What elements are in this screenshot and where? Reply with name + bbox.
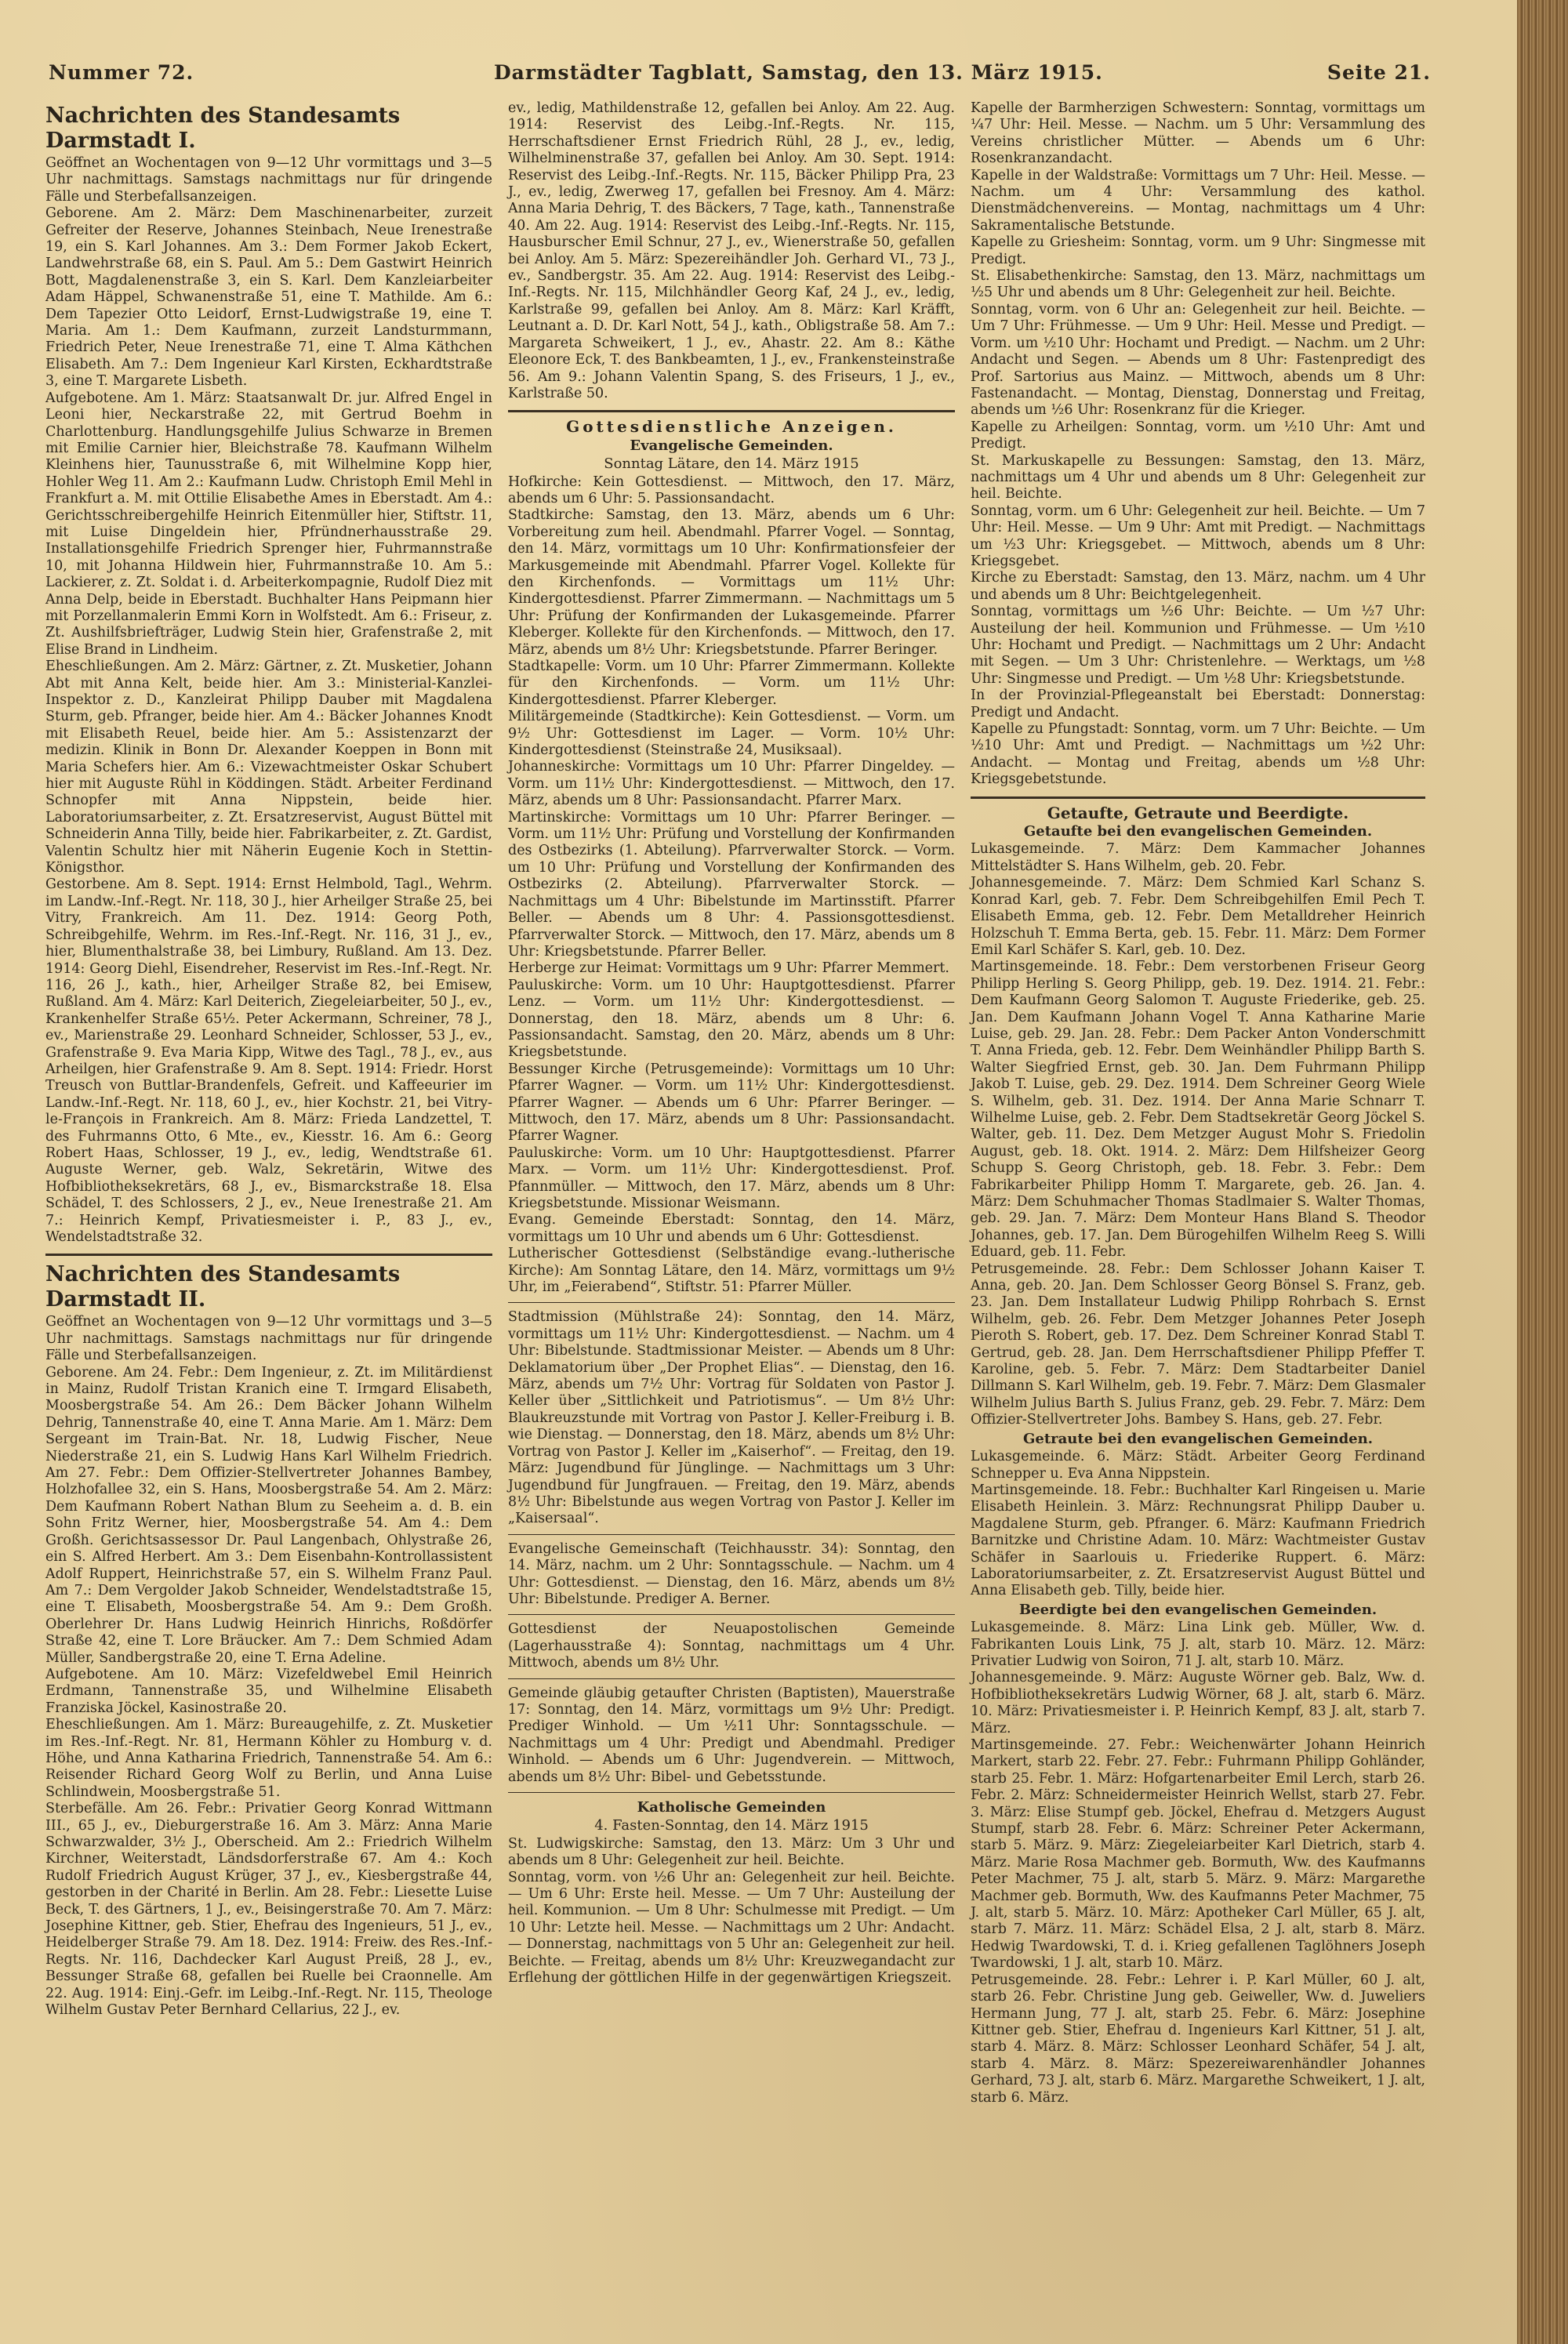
service-entry: Kapelle in der Waldstraße: Vormittags um 7 Uhr: Heil. Messe. — Nachm. um 4 Uhr: Versammlung des kathol. Dienstmädchenvereins. — Montag, nachmittags um 4 Uhr: Sakramentalische Betstunde. bbox=[971, 167, 1425, 234]
service-entry: Martinskirche: Vormittags um 10 Uhr: Pfarrer Beringer. — Vorm. um 11½ Uhr: Prüfung und Vorstellung der Konfirmanden des Ostbezirks (1. Abteilung). Pfarrverwalter Storck. — Vorm. um 10 Uhr: Prüfung und Vorstellung der Konfirmanden des Ostbezirks (2. Abteilung). Pfarrverwalter Storck. — Nachmittags um 4 Uhr: Bibelstunde im Martinsstift. Pfarrer Beller. — Abends um 8 Uhr: 4. Passionsgottesdienst. Pfarrverwalter Storck. — Mittwoch, den 17. März, abends um 8 Uhr: Kriegsbetstunde. Pfarrer Beller. bbox=[508, 809, 955, 960]
banns-list: Aufgebotene. Am 10. März: Vizefeldwebel Emil Heinrich Erdmann, Tannenstraße 35, und Wilhelmine Elisabeth Franziska Jöckel, Kasinostraße 20. bbox=[45, 1666, 492, 1716]
section-title: Nachrichten des Standesamts Darmstadt II. bbox=[45, 1262, 401, 1312]
book-spine bbox=[1517, 0, 1568, 2344]
divider bbox=[508, 1302, 955, 1303]
section-title: Getaufte, Getraute und Beerdigte. bbox=[1047, 803, 1349, 822]
subsection-title: Getraute bei den evangelischen Gemeinden. bbox=[1023, 1430, 1373, 1447]
section-title: Nachrichten des Standesamts Darmstadt I. bbox=[45, 103, 401, 153]
service-entry: Johanneskirche: Vormittags um 10 Uhr: Pfarrer Dingeldey. — Vorm. um 11½ Uhr: Kindergottesdienst. — Mittwoch, den 17. März, abends um 8 Uhr: Passionsandacht. Pfarrer Marx. bbox=[508, 759, 955, 809]
subsection-title: Evangelische Gemeinden. bbox=[630, 437, 833, 454]
service-entry: Stadtkirche: Samstag, den 13. März, abends um 6 Uhr: Vorbereitung zum heil. Abendmahl. Pfarrer Vogel. — Sonntag, den 14. März, vormittags um 10 Uhr: Konfirmationsfeier der Markusgemeinde mit Abendmahl. Pfarrer Vogel. Kollekte für den Kirchenfonds. — Vormittags um 11½ Uhr: Kindergottesdienst. Pfarrer Zimmermann. — Nachmittags um 5 Uhr: Prüfung der Konfirmanden der Lukasgemeinde. Pfarrer Kleberger. Kollekte für den Kirchenfonds. — Mittwoch, den 17. März, abends um 8½ Uhr: Kriegsbetstunde. Pfarrer Beringer. bbox=[508, 507, 955, 658]
divider bbox=[508, 1678, 955, 1679]
service-entry: Sonntag, vorm. von 6 Uhr an: Gelegenheit zur heil. Beichte. — Um 7 Uhr: Frühmesse. — Um 9 Uhr: Heil. Messe und Predigt. — Vorm. um ½10 Uhr: Hochamt und Predigt. — Nachm. um 2 Uhr: Andacht und Segen. — Abends um 8 Uhr: Fastenpredigt des Prof. Sartorius aus Mainz. — Mittwoch, abends um 8 Uhr: Fastenandacht. — Montag, Dienstag, Donnerstag und Freitag, abends um ½6 Uhr: Rosenkranz für die Krieger. bbox=[971, 301, 1425, 419]
burials-list: Johannesgemeinde. 9. März: Auguste Wörner geb. Balz, Ww. d. Hofbibliotheksekretärs Ludwig Wörner, 68 J. alt, starb 6. März. 10. März: Privatiesmeister i. P. Heinrich Kempf, 83 J. alt, starb 7. März. bbox=[971, 1670, 1425, 1736]
baptisms-list: Martinsgemeinde. 18. Febr.: Dem verstorbenen Friseur Georg Philipp Herling S. Georg Philipp, geb. 19. Dez. 1914. 21. Febr.: Dem Kaufmann Georg Salomon T. Auguste Friederike, geb. 25. Jan. Dem Kaufmann Johann Vogel T. Anna Katharine Marie Luise, geb. 29. Jan. 28. Febr.: Dem Packer Anton Vonderschmitt T. Anna Frieda, geb. 12. Febr. Dem Weinhändler Philipp Barth S. Walter Siegfried Ernst, geb. 30. Jan. Dem Fuhrmann Philipp Jakob T. Luise, geb. 29. Dez. 1914. Dem Schreiner Georg Wiele S. Wilhelm, geb. 31. Dez. 1914. Der Anna Marie Schnarr T. Wilhelme Luise, geb. 2. Febr. Dem Stadtsekretär Georg Jöckel S. Walter, geb. 11. Dez. Dem Metzger August Mohr S. Friedolin August, geb. 18. Okt. 1914. 2. März: Dem Hilfsheizer Georg Schupp S. Georg Christoph, geb. 18. Febr. 3. Febr.: Dem Fabrikarbeiter Philipp Homm T. Margarete, geb. 26. Jan. 4. März: Dem Schuhmacher Thomas Stadlmaier S. Walter Thomas, geb. 29. Jan. 7. März: Dem Monteur Hans Bland S. Theodor Johannes, geb. 17. Jan. Dem Bürogehilfen Wilhelm Reeg S. Willi Eduard, geb. 11. Febr. bbox=[971, 959, 1425, 1261]
divider bbox=[45, 1254, 492, 1256]
births-list: Geborene. Am 2. März: Dem Maschinenarbeiter, zurzeit Gefreiter der Reserve, Johannes Steinbach, Neue Irenestraße 19, ein S. Karl Johannes. Am 3.: Dem Former Jakob Eckert, Landwehrstraße 68, ein S. Paul. Am 5.: Dem Gastwirt Heinrich Bott, Magdalenenstraße 3, ein S. Karl. Dem Kanzleiarbeiter Adam Häppel, Schwanenstraße 51, eine T. Mathilde. Am 6.: Dem Tapezier Otto Leidorf, Ernst-Ludwigstraße 19, eine T. Maria. Am 1.: Dem Kaufmann, zurzeit Landsturmmann, Friedrich Peter, Neue Irenestraße 71, eine T. Alma Käthchen Elisabeth. Am 7.: Dem Ingenieur Karl Kirsten, Eckhardtstraße 3, eine T. Margarete Lisbeth. bbox=[45, 205, 492, 390]
service-entry: St. Elisabethenkirche: Samstag, den 13. März, nachmittags um ½5 Uhr und abends um 8 Uhr: Gelegenheit zur heil. Beichte. bbox=[971, 268, 1425, 301]
divider bbox=[508, 1614, 955, 1615]
masthead-line: Darmstädter Tagblatt, Samstag, den 13. März 1915. bbox=[494, 61, 1103, 84]
service-entry: Sonntag, vorm. von ½6 Uhr an: Gelegenheit zur heil. Beichte. — Um 6 Uhr: Erste heil. Messe. — Um 7 Uhr: Austeilung der heil. Kommunion. — Um 8 Uhr: Schulmesse mit Predigt. — Um 10 Uhr: Letzte heil. Messe. — Nachmittags um 2 Uhr: Andacht. — Donnerstag, nachmittags von 5 Uhr an: Gelegenheit zur heil. Beichte. — Freitag, abends um 8½ Uhr: Kreuzwegandacht zur Erflehung der göttlichen Hilfe in der gegenwärtigen Kriegszeit. bbox=[508, 1869, 955, 1987]
service-entry: St. Ludwigskirche: Samstag, den 13. März: Um 3 Uhr und abends um 8 Uhr: Gelegenheit zur heil. Beichte. bbox=[508, 1835, 955, 1869]
baptisms-list: Lukasgemeinde. 7. März: Dem Kammacher Johannes Mittelstädter S. Hans Wilhelm, geb. 20. Febr. bbox=[971, 841, 1425, 874]
service-entry: Herberge zur Heimat: Vormittags um 9 Uhr: Pfarrer Memmert. bbox=[508, 960, 949, 977]
banns-list: Aufgebotene. Am 1. März: Staatsanwalt Dr. jur. Alfred Engel in Leoni hier, Neckarstraße 22, mit Gertrud Boehm in Charlottenburg. Handlungsgehilfe Julius Schwarze in Bremen mit Emilie Carnier hier, Bleichstraße 78. Kaufmann Wilhelm Kleinhens hier, Taunusstraße 6, mit Wilhelmine Kopp hier, Hohler Weg 11. Am 2.: Kaufmann Ludw. Christoph Emil Mehl in Frankfurt a. M. mit Ottilie Elisabethe Ames in Eberstadt. Am 4.: Gerichtsschreibergehilfe Heinrich Eitenmüller hier, Stiftstr. 11, mit Luise Dingeldein hier, Pfründnerhausstraße 29. Installationsgehilfe Friedrich Sprenger hier, Fuhrmannstraße 10, mit Johanna Hildwein hier, Fuhrmannstraße 10. Am 5.: Lackierer, z. Zt. Soldat i. d. Arbeiterkompagnie, Rudolf Diez mit Anna Delp, beide in Eberstadt. Buchhalter Hans Peipmann hier mit Porzellanmalerin Emmi Korn in Wolfstedt. Am 6.: Friseur, z. Zt. Aushilfsbriefträger, Ludwig Stein hier, Grafenstraße 2, mit Elise Brand in Lindheim. bbox=[45, 390, 492, 658]
divider bbox=[508, 1534, 955, 1535]
weddings-list: Lukasgemeinde. 6. März: Städt. Arbeiter Georg Ferdinand Schnepper u. Eva Anna Nippstein. bbox=[971, 1449, 1425, 1482]
divider bbox=[508, 410, 955, 412]
service-entry: Kapelle zu Griesheim: Sonntag, vorm. um 9 Uhr: Singmesse mit Predigt. bbox=[971, 234, 1425, 267]
subsection-title: Getaufte bei den evangelischen Gemeinden. bbox=[1023, 823, 1373, 840]
column-1 bbox=[45, 100, 492, 2019]
service-entry: Pauluskirche: Vorm. um 10 Uhr: Hauptgottesdienst. Pfarrer Marx. — Vorm. um 11½ Uhr: Kindergottesdienst. Prof. Pfannmüller. — Mittwoch, den 17. März, abends um 8 Uhr: Kriegsbetstunde. Missionar Weismann. bbox=[508, 1145, 955, 1211]
service-entry: Evangelische Gemeinschaft (Teichhausstr. 34): Sonntag, den 14. März, nachm. um 2 Uhr: Sonntagsschule. — Nachm. um 4 Uhr: Gottesdienst. — Dienstag, den 16. März, abends um 8½ Uhr: Bibelstunde. Prediger A. Berner. bbox=[508, 1540, 955, 1607]
column-2 bbox=[508, 100, 955, 1987]
service-entry: Sonntag, vormittags um ½6 Uhr: Beichte. — Um ½7 Uhr: Austeilung der heil. Kommunion und Frühmesse. — Um ½10 Uhr: Hochamt und Predigt. — Nachmittags um 2 Uhr: Andacht mit Segen. — Um 3 Uhr: Christenlehre. — Werktags, um ½8 Uhr: Singmesse und Predigt. — Um ½8 Uhr: Kriegsbetstunde. bbox=[971, 604, 1425, 687]
weddings-list: Martinsgemeinde. 18. Febr.: Buchhalter Karl Ringeisen u. Marie Elisabeth Heinlein. 3. März: Rechnungsrat Philipp Dauber u. Magdalene Sturm, geb. Pfranger. 6. März: Kaufmann Friedrich Barnitzke und Christine Adam. 10. März: Wachtmeister Gustav Schäfer in Saarlouis u. Friederike Ruppert. 6. März: Laboratoriumsarbeiter, z. Zt. Ersatzreservist August Büttel und Anna Elisabeth geb. Tilly, beide hier. bbox=[971, 1482, 1425, 1599]
service-entry: Kapelle der Barmherzigen Schwestern: Sonntag, vormittags um ¼7 Uhr: Heil. Messe. — Nachm. um 5 Uhr: Versammlung des Vereins christlicher Mütter. — Abends um 6 Uhr: Rosenkranzandacht. bbox=[971, 100, 1425, 167]
service-entry: Kirche zu Eberstadt: Samstag, den 13. März, nachm. um 4 Uhr und abends um 8 Uhr: Beichtgelegenheit. bbox=[971, 570, 1425, 603]
service-entry: Pauluskirche: Vorm. um 10 Uhr: Hauptgottesdienst. Pfarrer Lenz. — Vorm. um 11½ Uhr: Kindergottesdienst. — Donnerstag, den 18. März, abends um 8 Uhr: 6. Passionsandacht. Samstag, den 20. März, abends um 8 Uhr: Kriegsbetstunde. bbox=[508, 977, 955, 1061]
deaths-list: Gestorbene. Am 8. Sept. 1914: Ernst Helmbold, Tagl., Wehrm. im Landw.-Inf.-Regt. Nr. 118, 30 J., hier Arheilger Straße 25, bei Vitry, Frankreich. Am 11. Dez. 1914: Georg Poth, Schreibgehilfe, Wehrm. im Res.-Inf.-Regt. Nr. 116, 31 J., ev., hier, Blumenthalstraße 38, bei Limbury, Rußland. Am 13. Dez. 1914: Georg Diehl, Eisendreher, Reservist im Res.-Inf.-Regt. Nr. 116, 26 J., kath., hier, Arheilger Straße 82, bei Emisew, Rußland. Am 4. März: Karl Deiterich, Ziegeleiarbeiter, 50 J., ev., Krankenhelfer Straße 65½. Peter Ackermann, Schreiner, 78 J., ev., Marienstraße 29. Leonhard Schneider, Schlosser, 53 J., ev., Grafenstraße 9. Eva Maria Kipp, Witwe des Tagl., 78 J., ev., aus Arheilgen, hier Grafenstraße 9. Am 8. Sept. 1914: Friedr. Horst Treusch von Buttlar-Brandenfels, Gefreit. und Kaffeeurier im Landw.-Inf.-Regt. Nr. 118, 60 J., ev., hier Kochstr. 21, bei Vitry-le-François in Frankreich. Am 8. März: Frieda Landzettel, T. des Fuhrmanns Otto, 6 Mte., ev., Kiesstr. 16. Am 6.: Georg Robert Haas, Schlosser, 19 J., ev., ledig, Wendtstraße 61. Auguste Werner, geb. Walz, Sekretärin, Witwe des Hofbibliotheksekretärs, 68 J., ev., Bismarckstraße 18. Elsa Schädel, T. des Schlossers, 2 J., ev., Neue Irenestraße 21. Am 7.: Heinrich Kempf, Privatiesmeister i. P., 83 J., ev., Wendelstadtstraße 32. bbox=[45, 876, 492, 1245]
service-entry: Gottesdienst der Neuapostolischen Gemeinde (Lagerhausstraße 4): Sonntag, nachmittags um 4 Uhr. Mittwoch, abends um 8½ Uhr. bbox=[508, 1621, 955, 1671]
burials-list: Petrusgemeinde. 28. Febr.: Lehrer i. P. Karl Müller, 60 J. alt, starb 26. Febr. Christine Jung geb. Geiweller, Ww. d. Juweliers Hermann Jung, 77 J. alt, starb 25. Febr. 6. März: Josephine Kittner geb. Stier, Ehefrau d. Ingenieurs Karl Kittner, 51 J. alt, starb 4. März. 8. März: Schlosser Leonhard Schäfer, 54 J. alt, starb 4. März. 8. März: Spezereiwarenhändler Johannes Gerhard, 73 J. alt, starb 6. März. Margarethe Schweikert, 1 J. alt, starb 6. März. bbox=[971, 1972, 1425, 2106]
deaths-list: Sterbefälle. Am 26. Febr.: Privatier Georg Konrad Wittmann III., 65 J., ev., Dieburgerstraße 16. Am 3. März: Anna Marie Schwarzwalder, 3½ J., Oberscheid. Am 2.: Friedrich Wilhelm Kirchner, Weiterstadt, Ländsdorferstraße 67. Am 4.: Koch Rudolf Friedrich August Krüger, 37 J., ev., Kiesbergstraße 44, gestorben in der Charité in Berlin. Am 28. Febr.: Liesette Luise Beck, T. des Gärtners, 1 J., ev., Beisingerstraße 70. Am 7. März: Josephine Kittner, geb. Stier, Ehefrau des Ingenieurs, 51 J., ev., Heidelberger Straße 79. Am 18. Dez. 1914: Freiw. des Res.-Inf.-Regts. Nr. 116, Dachdecker Karl August Preiß, 28 J., ev., Bessunger Straße 68, gefallen bei Ruelle bei Craonnelle. Am 22. Aug. 1914: Einj.-Gefr. im Leibg.-Inf.-Regt. Nr. 115, Theologe Wilhelm Gustav Peter Bernhard Cellarius, 22 J., ev. bbox=[45, 1801, 492, 2019]
service-entry: Stadtmission (Mühlstraße 24): Sonntag, den 14. März, vormittags um 11½ Uhr: Kindergottesdienst. — Nachm. um 4 Uhr: Bibelstunde. Stadtmissionar Meister. — Abends um 8 Uhr: Deklamatorium über „Der Prophet Elias“. — Dienstag, den 16. März, abends um 7½ Uhr: Vortrag für Soldaten von Pastor J. Keller über „Sittlichkeit und Patriotismus“. — Um 8½ Uhr: Blaukreuzstunde mit Vortrag von Pastor J. Keller-Freiburg i. B. wie Dienstag. — Donnerstag, den 18. März, abends um 8½ Uhr: Vortrag von Pastor J. Keller im „Kaiserhof“. — Freitag, den 19. März: Jugendbund für Jünglinge. — Nachmittags um 3 Uhr: Jugendbund für Jungfrauen. — Freitag, den 19. März, abends 8½ Uhr: Bibelstunde aus wegen Vortrag von Pastor J. Keller im „Kaisersaal“. bbox=[508, 1309, 955, 1527]
office-hours: Geöffnet an Wochentagen von 9—12 Uhr vormittags und 3—5 Uhr nachmittags. Samstags nachmittags nur für dringende Fälle und Sterbefallsanzeigen. bbox=[45, 1314, 492, 1364]
service-entry: Gemeinde gläubig getaufter Christen (Baptisten), Mauerstraße 17: Sonntag, den 14. März, vormittags um 9½ Uhr: Predigt. Prediger Winhold. — Um ½11 Uhr: Sonntagsschule. — Nachmittags um 4 Uhr: Predigt und Abendmahl. Prediger Winhold. — Abends um 6 Uhr: Jugendverein. — Mittwoch, abends um 8½ Uhr: Bibel- und Gebetsstunde. bbox=[508, 1685, 955, 1785]
burials-list: Lukasgemeinde. 8. März: Lina Link geb. Müller, Ww. d. Fabrikanten Louis Link, 75 J. alt, starb 10. März. 12. März: Privatier Ludwig von Soiron, 71 J. alt, starb 10. März. bbox=[971, 1620, 1425, 1669]
subsection-title: Katholische Gemeinden bbox=[637, 1799, 826, 1816]
births-list: Geborene. Am 24. Febr.: Dem Ingenieur, z. Zt. im Militärdienst in Mainz, Rudolf Tristan Kranich eine T. Irmgard Elisabeth, Moosbergstraße 54. Am 26.: Dem Bäcker Johann Wilhelm Dehrig, Tannenstraße 40, eine T. Anna Marie. Am 1. März: Dem Sergeant im Train-Bat. Nr. 18, Ludwig Fischer, Neue Niederstraße 21, ein S. Ludwig Hans Karl Wilhelm Friedrich. Am 27. Febr.: Dem Offizier-Stellvertreter Johannes Bambey, Holzhofallee 32, ein S. Hans, Moosbergstraße 54. Am 2. März: Dem Kaufmann Robert Nathan Blum zu Seeheim a. d. B. ein Sohn Fritz Werner, hier, Moosbergstraße 54. Am 4.: Dem Großh. Gerichtsassessor Dr. Paul Langenbach, Ohlystraße 26, ein S. Alfred Herbert. Am 3.: Dem Eisenbahn-Kontrollassistent Adolf Ruppert, Heinrichstraße 57, ein S. Wilhelm Franz Paul. Am 7.: Dem Vergolder Jakob Schneider, Wendelstadtstraße 15, eine T. Elisabeth, Moosbergstraße 54. Am 9.: Dem Großh. Oberlehrer Dr. Hans Ludwig Heinrich Hinrichs, Roßdörfer Straße 42, eine T. Lore Bräucker. Am 7.: Dem Schmied Adam Müller, Sandbergstraße 20, eine T. Erna Adeline. bbox=[45, 1364, 492, 1666]
service-date: 4. Fasten-Sonntag, den 14. März 1915 bbox=[594, 1817, 869, 1834]
section-title: Gottesdienstliche Anzeigen. bbox=[566, 417, 897, 437]
service-entry: Sonntag, vorm. um 6 Uhr: Gelegenheit zur heil. Beichte. — Um 7 Uhr: Heil. Messe. — Um 9 Uhr: Amt mit Predigt. — Nachmittags um ½3 Uhr: Kriegsgebet. — Mittwoch, abends um 8 Uhr: Kriegsgebet. bbox=[971, 503, 1425, 569]
deaths-continued: ev., ledig, Mathildenstraße 12, gefallen bei Anloy. Am 22. Aug. 1914: Reservist des Leibg.-Inf.-Regts. Nr. 115, Herrschaftsdiener Ernst Friedrich Rühl, 28 J., ev., ledig, Wilhelminenstraße 37, gefallen bei Anloy. Am 30. Sept. 1914: Reservist des Leibg.-Inf.-Regts. Nr. 115, Bäcker Philipp Pra, 23 J., ev., ledig, Zwerweg 17, gefallen bei Fresnoy. Am 4. März: Anna Maria Dehrig, T. des Bäckers, 7 Tage, kath., Tannenstraße 40. Am 22. Aug. 1914: Reservist des Leibg.-Inf.-Regts. Nr. 115, Hausburscher Emil Schnur, 27 J., ev., Wienerstraße 50, gefallen bei Anloy. Am 5. März: Spezereihändler Joh. Gerhard VI., 73 J., ev., Sandbergstr. 35. Am 22. Aug. 1914: Reservist des Leibg.-Inf.-Regts. Nr. 115, Milchhändler Georg Kaf, 24 J., ev., ledig, Karlstraße 99, gefallen bei Anloy. Am 8. März: Karl Kräfft, Leutnant a. D. Dr. Karl Nott, 54 J., kath., Obligstraße 58. Am 7.: Margareta Schweikert, 1 J., ev., Ahastr. 22. Am 8.: Käthe Eleonore Eck, T. des Bankbeamten, 1 J., ev., Frankensteinstraße 56. Am 9.: Johann Valentin Spang, S. des Friseurs, 1 J., ev., Karlstraße 50. bbox=[508, 100, 955, 401]
baptisms-list: Johannesgemeinde. 7. März: Dem Schmied Karl Schanz S. Konrad Karl, geb. 7. Febr. Dem Schreibgehilfen Emil Pech T. Elisabeth Emma, geb. 12. Febr. Dem Metalldreher Heinrich Holzschuh T. Emma Berta, geb. 15. Febr. 11. März: Dem Former Emil Karl Schäfer S. Karl, geb. 10. Dez. bbox=[971, 875, 1425, 958]
service-entry: Stadtkapelle: Vorm. um 10 Uhr: Pfarrer Zimmermann. Kollekte für den Kirchenfonds. — Vorm. um 11½ Uhr: Kindergottesdienst. Pfarrer Kleberger. bbox=[508, 659, 955, 708]
office-hours: Geöffnet an Wochentagen von 9—12 Uhr vormittags und 3—5 Uhr nachmittags. Samstags nachmittags nur für dringende Fälle und Sterbefallsanzeigen. bbox=[45, 155, 492, 205]
baptisms-list: Petrusgemeinde. 28. Febr.: Dem Schlosser Johann Kaiser T. Anna, geb. 20. Jan. Dem Schlosser Georg Bönsel S. Franz, geb. 23. Jan. Dem Installateur Ludwig Philipp Rohrbach S. Ernst Wilhelm, geb. 26. Febr. Dem Metzger Johannes Peter Joseph Pieroth S. Robert, geb. 17. Dez. Dem Schreiner Konrad Stabl T. Gertrud, geb. 28. Jan. Dem Herrschaftsdiener Philipp Pfeffer T. Karoline, geb. 5. Febr. 7. März: Dem Stadtarbeiter Daniel Dillmann S. Karl Wilhelm, geb. 19. Febr. 7. März: Dem Glasmaler Wilhelm Julius Barth S. Julius Franz, geb. 29. Febr. 7. März: Dem Offizier-Stellvertreter Johs. Bambey S. Hans, geb. 27. Febr. bbox=[971, 1261, 1425, 1428]
subsection-title: Beerdigte bei den evangelischen Gemeinden. bbox=[1018, 1601, 1377, 1618]
column-3 bbox=[971, 100, 1425, 2106]
service-entry: Militärgemeinde (Stadtkirche): Kein Gottesdienst. — Vorm. um 9½ Uhr: Gottesdienst im Lager. — Vorm. 10½ Uhr: Kindergottesdienst (Steinstraße 24, Musiksaal). bbox=[508, 709, 955, 759]
issue-number: Nummer 72. bbox=[49, 61, 194, 84]
service-entry: Kapelle zu Pfungstadt: Sonntag, vorm. um 7 Uhr: Beichte. — Um ½10 Uhr: Amt und Predigt. — Nachmittags um ½2 Uhr: Andacht. — Montag und Freitag, abends um ½8 Uhr: Kriegsgebetstunde. bbox=[971, 721, 1425, 788]
service-entry: Lutherischer Gottesdienst (Selbständige evang.-lutherische Kirche): Am Sonntag Lätare, den 14. März, vormittags um 9½ Uhr, im „Feierabend“, Stiftstr. 51: Pfarrer Müller. bbox=[508, 1246, 955, 1296]
divider bbox=[971, 796, 1425, 799]
service-date: Sonntag Lätare, den 14. März 1915 bbox=[604, 455, 859, 473]
service-entry: Evang. Gemeinde Eberstadt: Sonntag, den 14. März, vormittags um 10 Uhr und abends um 6 Uhr: Gottesdienst. bbox=[508, 1212, 955, 1245]
service-entry: Kapelle zu Arheilgen: Sonntag, vorm. um ½10 Uhr: Amt und Predigt. bbox=[971, 419, 1425, 452]
divider bbox=[508, 1792, 955, 1793]
service-entry: Bessunger Kirche (Petrusgemeinde): Vormittags um 10 Uhr: Pfarrer Wagner. — Vorm. um 11½ Uhr: Kindergottesdienst. Pfarrer Wagner. — Abends um 6 Uhr: Pfarrer Beringer. — Mittwoch, den 17. März, abends um 8 Uhr: Passionsandacht. Pfarrer Wagner. bbox=[508, 1061, 955, 1145]
service-entry: Hofkirche: Kein Gottesdienst. — Mittwoch, den 17. März, abends um 6 Uhr: 5. Passionsandacht. bbox=[508, 474, 955, 506]
marriages-list: Eheschließungen. Am 1. März: Bureaugehilfe, z. Zt. Musketier im Res.-Inf.-Regt. Nr. 81, Hermann Köhler zu Homburg v. d. Höhe, und Anna Katharina Friedrich, Tannenstraße 54. Am 6.: Reisender Richard Georg Wolf zu Berlin, und Anna Luise Schlindwein, Moosbergstraße 51. bbox=[45, 1717, 492, 1800]
burials-list: Martinsgemeinde. 27. Febr.: Weichenwärter Johann Heinrich Markert, starb 22. Febr. 27. Febr.: Fuhrmann Philipp Gohländer, starb 25. Febr. 1. März: Hofgartenarbeiter Emil Lerch, starb 26. Febr. 2. März: Schneidermeister Heinrich Wellst, starb 27. Febr. 3. März: Elise Stumpf geb. Jöckel, Ehefrau d. Metzgers August Stumpf, starb 28. Febr. 6. März: Schreiner Peter Ackermann, starb 5. März. 9. März: Ziegeleiarbeiter Karl Dietrich, starb 4. März. Marie Rosa Machmer geb. Bormuth, Ww. des Kaufmanns Peter Machmer, 75 J. alt, starb 5. März. 9. März: Margarethe Machmer geb. Bormuth, Ww. des Kaufmanns Peter Machmer, 75 J. alt, starb 5. März. 10. März: Apotheker Carl Müller, 65 J. alt, starb 7. März. 11. März: Schädel Elsa, 2 J. alt, starb 8. März. Hedwig Twardowski, T. d. i. Krieg gefallenen Taglöhners Joseph Twardowski, 1 J. alt, starb 10. März. bbox=[971, 1737, 1425, 1972]
marriages-list: Eheschließungen. Am 2. März: Gärtner, z. Zt. Musketier, Johann Abt mit Anna Kelt, beide hier. Am 3.: Ministerial-Kanzlei-Inspektor z. D., Kanzleirat Philipp Dauber mit Magdalena Sturm, geb. Pfranger, beide hier. Am 4.: Bäcker Johannes Knodt mit Elisabeth Reuel, beide hier. Am 5.: Assistenzarzt der medizin. Klinik in Bonn Dr. Alexander Koeppen in Bonn mit Maria Schefers hier. Am 6.: Vizewachtmeister Oskar Schubert hier mit Auguste Rühl in Köddingen. Städt. Arbeiter Ferdinand Schnopfer mit Anna Nippstein, beide hier. Laboratoriumsarbeiter, z. Zt. Ersatzreservist, August Büttel mit Schneiderin Anna Tilly, beide hier. Fabrikarbeiter, z. Zt. Gardist, Valentin Schultz hier mit Näherin Eugenie Koch in Stettin-Königsthor. bbox=[45, 659, 492, 876]
service-entry: St. Markuskapelle zu Bessungen: Samstag, den 13. März, nachmittags um 4 Uhr und abends um 8 Uhr: Gelegenheit zur heil. Beichte. bbox=[971, 452, 1425, 503]
service-entry: In der Provinzial-Pflegeanstalt bei Eberstadt: Donnerstag: Predigt und Andacht. bbox=[971, 688, 1425, 720]
page-number: Seite 21. bbox=[1327, 61, 1431, 84]
